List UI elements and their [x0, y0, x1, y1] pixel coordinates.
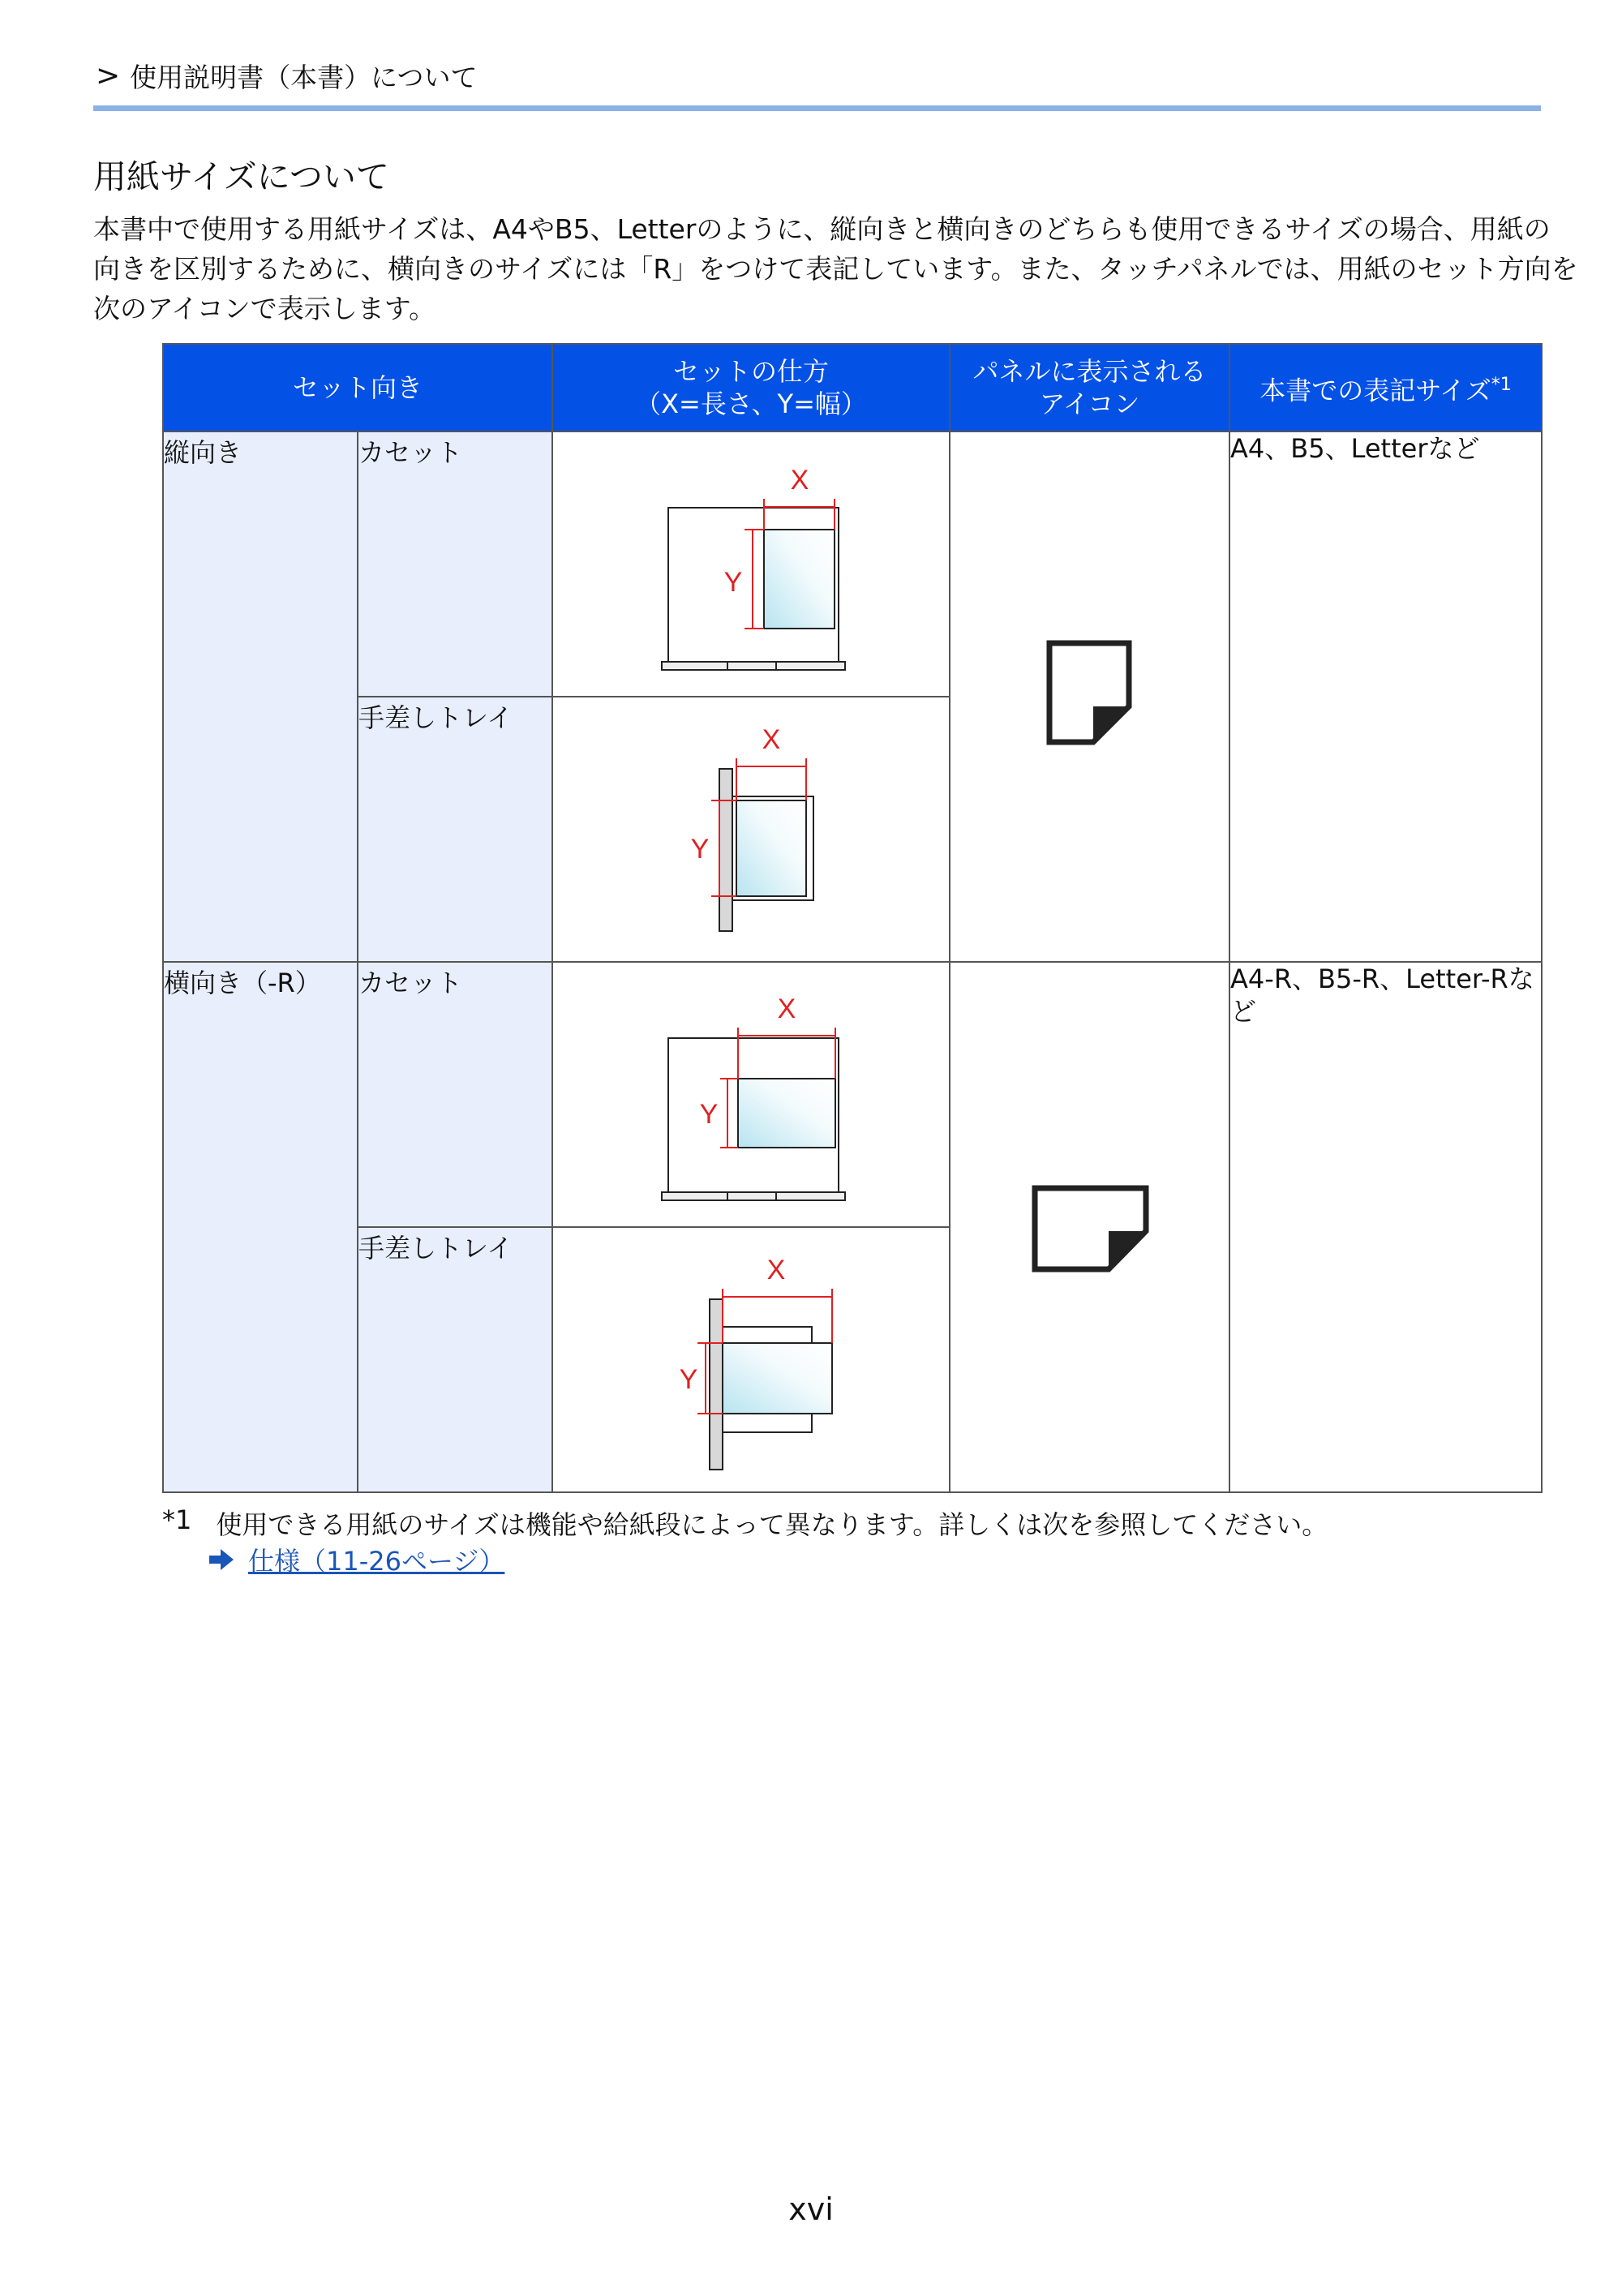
dimension-x-label: X	[790, 465, 809, 496]
dimension-y-label: Y	[690, 834, 710, 865]
source-cassette: カセット	[358, 431, 552, 697]
header-size-notation-text: 本書での表記サイズ	[1259, 375, 1491, 406]
footnote-text: 使用できる用紙のサイズは機能や給紙段によって異なります。詳しくは次を参照してください。	[216, 1509, 1328, 1540]
header-set-method	[552, 344, 950, 431]
figure-portrait-cassette	[552, 431, 950, 697]
dimension-x-label: X	[766, 1255, 786, 1285]
portrait-paper-icon	[950, 432, 1230, 959]
figure-portrait-bypass	[552, 697, 950, 962]
spec-link[interactable]	[209, 1541, 504, 1578]
panel-icon-landscape-cell	[950, 962, 1229, 1492]
intro-line: 向きを区別するために、横向きのサイズには「R」をつけて表記しています。また、タッチパネルでは、用紙のセット方向を	[93, 253, 1578, 285]
header-rule	[93, 105, 1541, 111]
spec-link-text[interactable]: 仕様（11-26ページ）	[248, 1546, 505, 1577]
breadcrumb-text: 使用説明書（本書）について	[130, 62, 478, 93]
section-title: 用紙サイズについて	[93, 157, 389, 196]
header-set-method-line1: セットの仕方	[673, 356, 830, 387]
panel-icon-portrait-cell	[950, 431, 1229, 962]
page-number: xvi	[788, 2191, 834, 2227]
direction-portrait: 縦向き	[163, 431, 358, 962]
landscape-paper-icon	[950, 963, 1230, 1490]
header-panel-icon-line1: パネルに表示される	[972, 356, 1207, 387]
intro-line: 本書中で使用する用紙サイズは、A4やB5、Letterのように、縦向きと横向きのどちらも使用できるサイズの場合、用紙の	[93, 213, 1551, 245]
size-landscape: A4-R、B5-R、Letter-Rなど	[1229, 962, 1542, 1492]
chevron-right-icon: >	[96, 58, 121, 92]
header-panel-icon	[950, 344, 1229, 431]
breadcrumb	[96, 57, 478, 95]
source-bypass-tray: 手差しトレイ	[358, 1227, 552, 1492]
source-bypass-tray: 手差しトレイ	[358, 697, 552, 962]
dimension-y-label: Y	[699, 1099, 719, 1130]
figure-landscape-bypass	[552, 1227, 950, 1492]
size-portrait: A4、B5、Letterなど	[1229, 431, 1542, 962]
dimension-y-label: Y	[723, 567, 743, 598]
direction-landscape: 横向き（-R）	[163, 962, 358, 1492]
header-set-direction: セット向き	[163, 344, 552, 431]
source-cassette: カセット	[358, 962, 552, 1227]
footnote-ref: *1	[1491, 374, 1512, 395]
intro-line: 次のアイコンで表示します。	[93, 293, 436, 324]
header-panel-icon-line2: アイコン	[1039, 388, 1140, 419]
dimension-y-label: Y	[679, 1364, 698, 1395]
header-size-notation	[1229, 344, 1542, 431]
paper-orientation-table	[162, 343, 1543, 1493]
footnote	[162, 1504, 1328, 1542]
dimension-x-label: X	[777, 994, 796, 1024]
footnote-mark: *1	[162, 1504, 192, 1535]
header-set-method-line2: （X=長さ、Y=幅）	[635, 388, 867, 419]
arrow-right-icon	[209, 1549, 234, 1570]
dimension-x-label: X	[762, 724, 781, 755]
figure-landscape-cassette	[552, 962, 950, 1227]
intro-paragraph	[93, 209, 1578, 328]
